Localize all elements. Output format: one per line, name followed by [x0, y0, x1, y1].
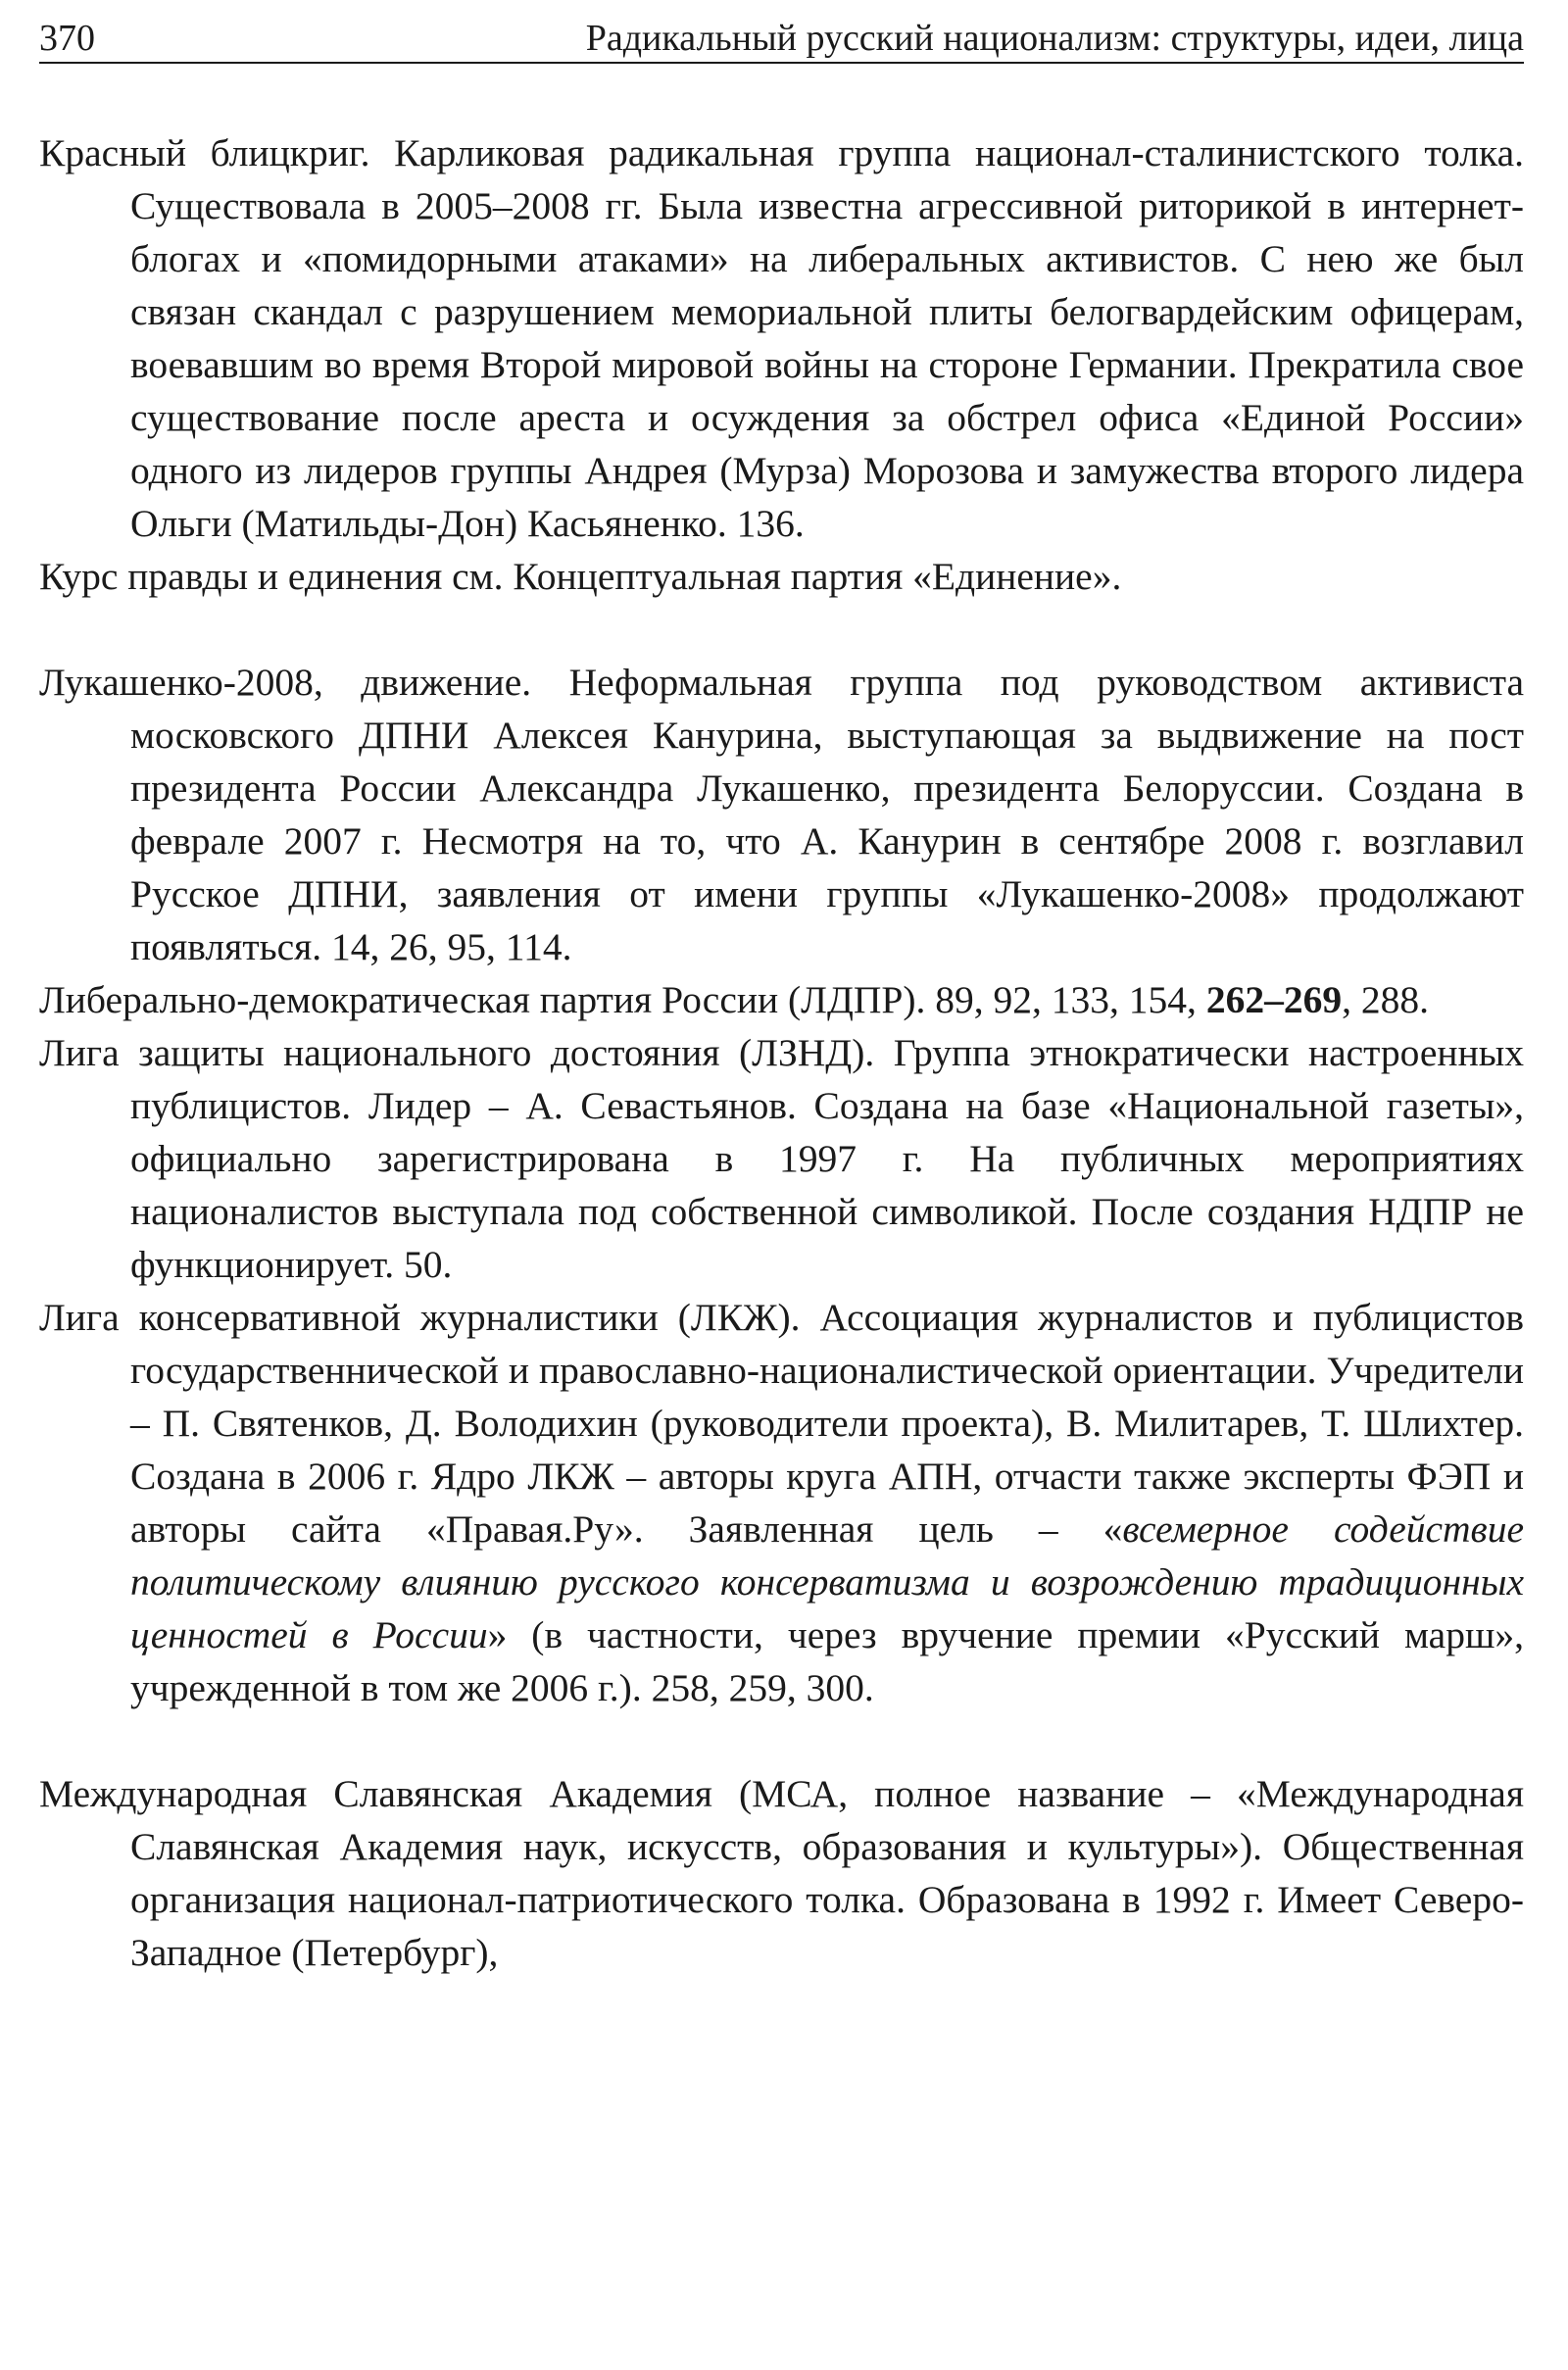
page-number: 370: [39, 18, 95, 59]
index-entries: [39, 126, 1524, 1979]
index-entry-ldpr: [39, 973, 1524, 1026]
index-entry-lkzh: [39, 1291, 1524, 1714]
entry-spacer: [39, 603, 1524, 656]
entry-italic-quote: всемерное содействие политическому влиянию русского консерватизма и возрождению традиционных ценностей в России: [130, 1507, 1524, 1656]
index-entry-lukashenko-2008: Лукашенко-2008, движение. Неформальная группа под руководством активиста московского ДПНИ Алексея Канурина, выступающая за выдвижение на пост президента России Александра Лукашенко, президента Белоруссии. Создана в феврале 2007 г. Несмотря на то, что А. Канурин в сентябре 2008 г. возглавил Русское ДПНИ, заявления от имени группы «Лукашенко-2008» продолжают появляться. 14, 26, 95, 114.: [39, 661, 1524, 968]
entry-text: Лига консервативной журналистики (ЛКЖ). Ассоциация журналистов и публицистов государственнической и православно-националистической ориентации. Учредители – П. Святенков, Д. Володихин (руководители проекта), В. Милитарев, Т. Шлихтер. Создана в 2006 г. Ядро ЛКЖ – авторы круга АПН, отчасти также эксперты ФЭП и авторы сайта «Правая.Ру». Заявленная цель – «: [39, 1296, 1524, 1551]
running-title: Радикальный русский национализм: структуры, идеи, лица: [585, 18, 1524, 59]
running-head: [39, 0, 1524, 64]
entry-text: Либерально-демократическая партия России (ЛДПР). 89, 92, 133, 154,: [39, 978, 1206, 1021]
index-entry-msa: Международная Славянская Академия (МСА, полное название – «Международная Славянская Академия наук, искусств, образования и культуры»). Общественная организация национал-патриотического толка. Образована в 1992 г. Имеет Северо-Западное (Петербург),: [39, 1772, 1524, 1974]
book-page: [39, 0, 1524, 1979]
index-entry-lznd: Лига защиты национального достояния (ЛЗНД). Группа этнократически настроенных публицистов. Лидер – А. Севастьянов. Создана на базе «Национальной газеты», официально зарегистрирована в 1997 г. На публичных мероприятиях националистов выступала под собственной символикой. После создания НДПР не функционирует. 50.: [39, 1031, 1524, 1286]
entry-spacer: [39, 1714, 1524, 1767]
entry-text-tail: » (в частности, через вручение премии «Русский марш», учрежденной в том же 2006 г.). 258, 259, 300.: [130, 1613, 1524, 1709]
index-entry-kurs-pravdy: Курс правды и единения см. Концептуальная партия «Единение».: [39, 555, 1122, 598]
entry-text-tail: , 288.: [1342, 978, 1429, 1021]
index-entry-krasny-blitskrieg: Красный блицкриг. Карликовая радикальная группа национал-сталинистского толка. Существовала в 2005–2008 гг. Была известна агрессивной риторикой в интернет-блогах и «помидорными атаками» на либеральных активистов. С нею же был связан скандал с разрушением мемориальной плиты белогвардейским офицерам, воевавшим во время Второй мировой войны на стороне Германии. Прекратила свое существование после ареста и осуждения за обстрел офиса «Единой России» одного из лидеров группы Андрея (Мурза) Морозова и замужества второго лидера Ольги (Матильды-Дон) Касьяненко. 136.: [39, 131, 1524, 545]
entry-bold-pages: 262–269: [1205, 978, 1343, 1021]
